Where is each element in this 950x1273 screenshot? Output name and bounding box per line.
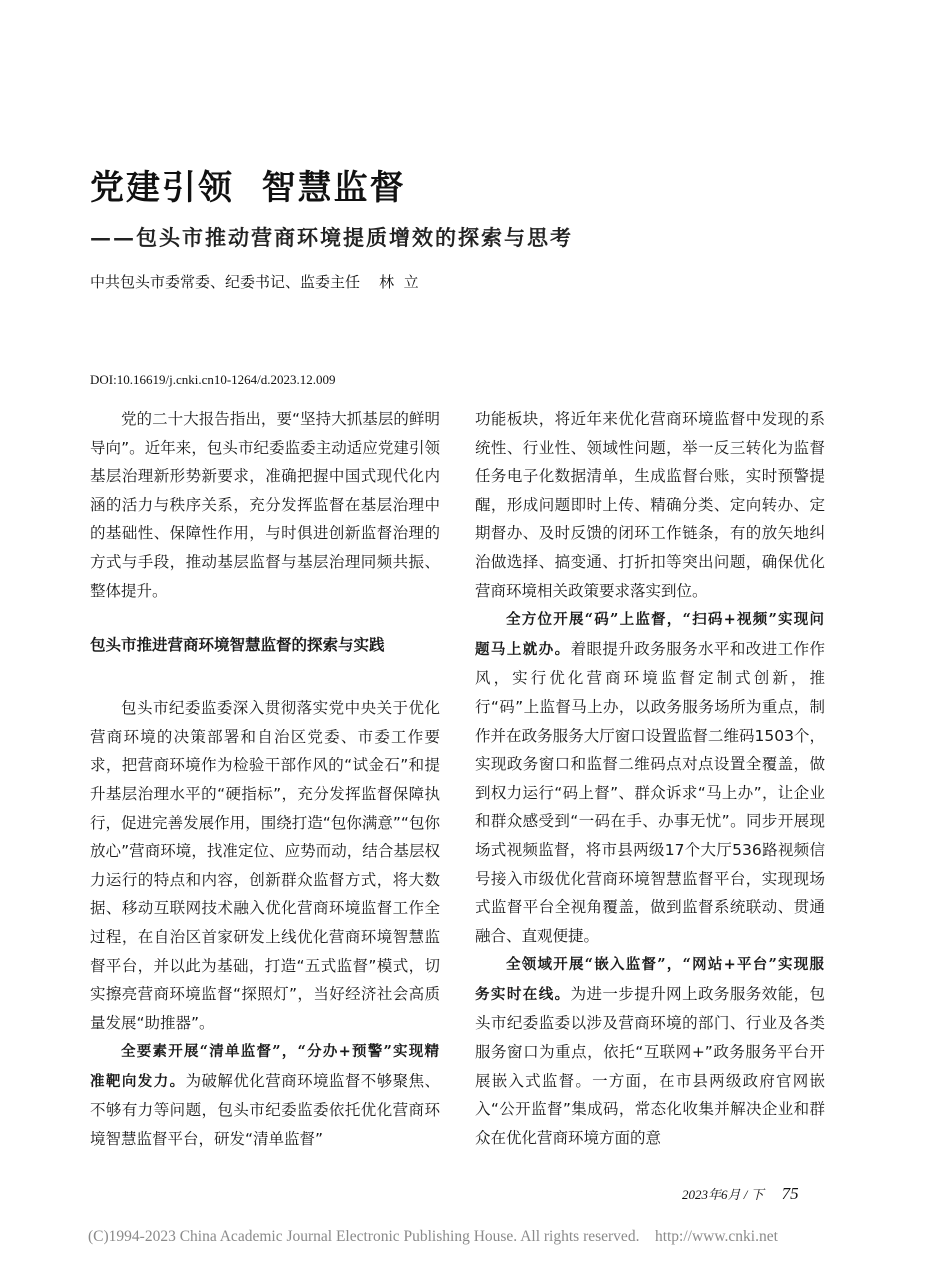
item2-lead: 全方位开展“码”上监督，“扫码+视频”实现问题马上就办。 [475,611,825,658]
article-title: 党建引领 智慧监督 [90,168,406,208]
item2-paragraph [475,605,825,950]
copyright-notice: (C)1994-2023 China Academic Journal Electronic Publishing House. All rights reserved. http://www.cnki.net [88,1228,778,1245]
article-subtitle: ——包头市推动营商环境提质增效的探索与思考 [90,225,573,250]
right-column [475,405,825,1152]
item1-text: 为破解优化营商环境监督不够聚焦、不够有力等问题，包头市纪委监委依托优化营商环境智慧监督平台，研发“清单监督” [90,1071,440,1149]
doi-line: DOI:10.16619/j.cnki.cn10-1264/d.2023.12.009 [90,372,336,387]
intro-paragraph: 党的二十大报告指出，要“坚持大抓基层的鲜明导向”。近年来，包头市纪委监委主动适应党建引领基层治理新形势新要求，准确把握中国式现代化内涵的活力与秩序关系，充分发挥监督在基层治理中的基础性、保障性作用，与时俱进创新监督治理的方式与手段，推动基层监督与基层治理同频共振、整体提升。 [90,410,440,600]
item3-lead: 全领域开展“嵌入监督”，“网站+平台”实现服务实时在线。 [475,956,825,1003]
item1-continued-paragraph: 功能板块，将近年来优化营商环境监督中发现的系统性、行业性、领域性问题，举一反三转化为监督任务电子化数据清单，生成监督台账，实时预警提醒，形成问题即时上传、精确分类、定向转办、定期督办、及时反馈的闭环工作链条，有的放矢地纠治做选择、搞变通、打折扣等突出问题，确保优化营商环境相关政策要求落实到位。 [475,410,825,600]
item2-text: 着眼提升政务服务水平和改进工作作风，实行优化营商环境监督定制式创新，推行“码”上监督马上办，以政务服务场所为重点，制作并在政务服务大厅窗口设置监督二维码1503个，实现政务窗口和监督二维码点对点设置全覆盖，做到权力运行“码上督”、群众诉求“马上办”，让企业和群众感受到“一码在手、办事无忧”。同步开展现场式视频监督，将市县两级17个大厅536路视频信号接入市级优化营商环境智慧监督平台，实现现场式监督平台全视角覆盖，做到监督系统联动、贯通融合、直观便捷。 [475,639,825,945]
item3-text: 为进一步提升网上政务服务效能，包头市纪委监委以涉及营商环境的部门、行业及各类服务窗口为重点，依托“互联网+”政务服务平台开展嵌入式监督。一方面，在市县两级政府官网嵌入“公开监督”集成码，常态化收集并解决企业和群众在优化营商环境方面的意 [475,984,825,1147]
section-paragraph: 包头市纪委监委深入贯彻落实党中央关于优化营商环境的决策部署和自治区党委、市委工作要求，把营商环境作为检验干部作风的“试金石”和提升基层治理水平的“硬指标”，充分发挥监督保障执行，促进完善发展作用，围绕打造“包你满意”“包你放心”营商环境，找准定位、应势而动，结合基层权力运行的特点和内容，创新群众监督方式，将大数据、移动互联网技术融入优化营商环境监督工作全过程，在自治区首家研发上线优化营商环境智慧监督平台，并以此为基础，打造“五式监督”模式，切实擦亮营商环境监督“探照灯”，当好经济社会高质量发展“助推器”。 [90,699,440,1032]
author-line: 中共包头市委常委、纪委书记、监委主任 林 立 [90,273,419,291]
left-column [90,405,440,1154]
page-number: 75 [781,1184,799,1203]
issue-date: 2023年6月 / 下 [682,1187,764,1202]
item3-paragraph [475,950,825,1152]
item1-lead: 全要素开展“清单监督”，“分办+预警”实现精准靶向发力。 [90,1043,440,1090]
item1-paragraph [90,1037,440,1153]
page-footer [682,1184,799,1204]
section-heading: 包头市推进营商环境智慧监督的探索与实践 [90,636,385,655]
